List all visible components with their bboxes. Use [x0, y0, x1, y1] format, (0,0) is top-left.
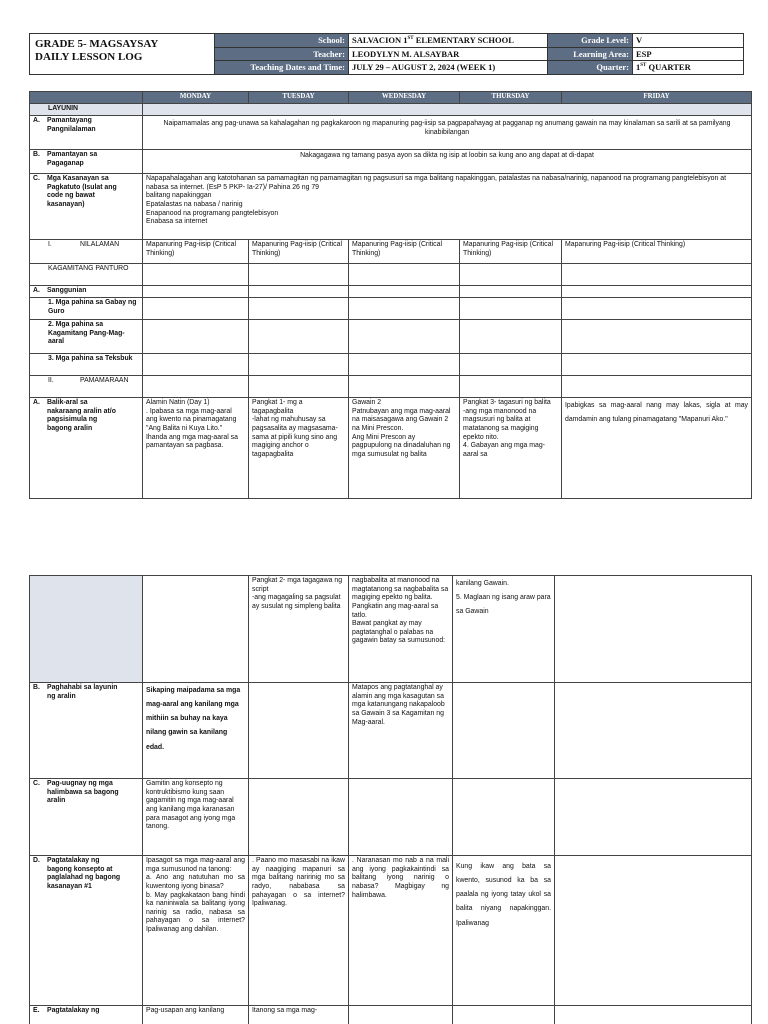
pamantayang-pangnilalaman-text: Naipamamalas ang pag-unawa sa kahalagahan ng pagkakaroon ng mapanuring pag-iisip sa pagpapahayag at pagganap ng anumang gawain na may kinalaman sa sarili at sa pamilyang kinabibilangan [143, 116, 752, 150]
pagtatalakay-1-wed: . Naranasan mo nab a na mali ang iyong pagkakaintindi sa balitang iyong narinig o nabasa? Magbigay ng halimbawa. [349, 856, 453, 1006]
item-letter: II. [48, 377, 54, 384]
item-text: PAMAMARAAN [80, 377, 129, 384]
balik-aral-thu: Pangkat 3- tagasuri ng balita -ang mga manonood na magsusuri ng balita at matatanong sa magiging epekto nito. 4. Gabayan ang mga mag-aaral sa [460, 398, 562, 499]
empty-cell [349, 354, 460, 376]
dates-label: Teaching Dates and Time: [215, 61, 349, 75]
day-header-row [30, 92, 752, 104]
continuation-wed: nagbabalita at manonood na magtatanong sa nagbabalita sa magiging epekto ng balita. Pangkatin ang mag-aaral sa tatlo. Bawat pangkat ay may pagtatanghal o palabas na gagawin batay sa sumusunod: [349, 576, 453, 683]
kasanayan-label [30, 174, 143, 240]
empty-cell [249, 286, 349, 298]
item-letter: C. [33, 175, 40, 182]
pamantayang-pangnilalaman-label [30, 116, 143, 150]
day-thursday: THURSDAY [460, 92, 562, 104]
item-text: Pagtatalakay ng bagong konsepto at paglalahad ng bagong kasanayan #1 [47, 857, 121, 890]
item-text: Paghahabi sa layunin ng aralin [47, 684, 118, 700]
empty-cell [460, 320, 562, 354]
empty-cell [249, 298, 349, 320]
empty-cell [143, 354, 249, 376]
day-friday: FRIDAY [562, 92, 752, 104]
empty-cell [555, 1006, 752, 1024]
empty-cell [562, 354, 752, 376]
layunin-band [143, 104, 752, 116]
school-tail: ELEMENTARY SCHOOL [413, 35, 514, 45]
empty-cell [460, 264, 562, 286]
paghahabi-label [30, 683, 143, 779]
kasanayan-text [143, 174, 752, 240]
paghahabi-mon: Sikaping maipadama sa mga mag-aaral ang kanilang mga mithiin sa buhay na kaya nilang gawin sa kanilang edad. [143, 683, 249, 779]
item-text: Mga Kasanayan sa Pagkatuto (Isulat ang code ng bawat kasanayan) [47, 175, 117, 208]
empty-cell [249, 320, 349, 354]
balik-aral-wed: Gawain 2 Patnubayan ang mga mag-aaral na maisasagawa ang Gawain 2 na Mini Prescon. Ang Mini Prescon ay pagpupulong na dinadaluhan ng mga sumusulat ng balita [349, 398, 460, 499]
empty-cell [562, 286, 752, 298]
item-text: NILALAMAN [80, 241, 120, 248]
pamamaraan-label [30, 376, 143, 398]
empty-cell [143, 286, 249, 298]
nilalaman-thu: Mapanuring Pag-iisip (Critical Thinking) [460, 240, 562, 264]
teksbuk-label: 3. Mga pahina sa Teksbuk [30, 354, 143, 376]
empty-cell [562, 264, 752, 286]
empty-cell [453, 683, 555, 779]
empty-cell [143, 376, 249, 398]
empty-cell [460, 286, 562, 298]
quarter-label: Quarter: [548, 61, 633, 75]
quarter-sup: ST [640, 63, 647, 69]
nilalaman-fri: Mapanuring Pag-iisip (Critical Thinking) [562, 240, 752, 264]
empty-cell [349, 320, 460, 354]
teacher-label: Teacher: [215, 47, 349, 61]
item-letter: A. [33, 287, 40, 294]
continuation-tue: Pangkat 2- mga tagagawa ng script -ang magagaling sa pagsulat ay susulat ng simpleng balita [249, 576, 349, 683]
empty-cell [460, 354, 562, 376]
empty-cell [143, 264, 249, 286]
header-table [29, 33, 744, 75]
day-wednesday: WEDNESDAY [349, 92, 460, 104]
item-letter: D. [33, 857, 40, 864]
page-title [30, 34, 215, 75]
school-value [349, 34, 548, 48]
empty-cell [562, 376, 752, 398]
nilalaman-label [30, 240, 143, 264]
item-letter: E. [33, 1007, 40, 1014]
title-line-2: DAILY LESSON LOG [35, 50, 143, 63]
balik-aral-mon: Alamin Natin (Day 1) . Ipabasa sa mga mag-aaral ang kwento na pinamagatang "Ang Balita ni Kuya Lito." Ihanda ang mga mag-aaral sa pamantayan sa pagbasa. [143, 398, 249, 499]
empty-cell [555, 779, 752, 856]
empty-cell [349, 264, 460, 286]
kasanayan-line: Napapahalagahan ang katotohanan sa pamamagitan ng pamamagitan ng pagsusuri sa mga balitang napakinggan, patalastas na nabasa/narinig, napanood na programang pangtelebisyon at nabasa sa internet. (EsP 5 PKP- Ia-27)/ Pahina 26 ng 79 [146, 175, 727, 191]
quarter-value [633, 61, 744, 75]
pag-uugnay-mon: Gamitin ang konsepto ng kontruktibismo kung saan gagamitin ng mga mag-aaral ang kanilang mga karanasan para masagot ang iyong mga tanong. [143, 779, 249, 856]
nilalaman-wed: Mapanuring Pag-iisip (Critical Thinking) [349, 240, 460, 264]
empty-cell [249, 779, 349, 856]
grade-label: Grade Level: [548, 34, 633, 48]
teacher-value: LEODYLYN M. ALSAYBAR [349, 47, 548, 61]
item-text: Sanggunian [47, 287, 87, 294]
empty-cell [555, 856, 752, 1006]
balik-aral-tue: Pangkat 1- mg a tagapagbalita -lahat ng mahuhusay sa pagsasalita ay magsasama-sama at pipili kung sino ang magiging anchor o tagapagbalita [249, 398, 349, 499]
item-letter: B. [33, 684, 40, 691]
item-text: Pagtatalakay ng [47, 1007, 100, 1014]
dates-value: JULY 29 – AUGUST 2, 2024 (WEEK 1) [349, 61, 548, 75]
pagtatalakay-2-label [30, 1006, 143, 1024]
pag-uugnay-label [30, 779, 143, 856]
paghahabi-wed: Matapos ang pagtatanghal ay alamin ang mga kasagutan sa mga katanungang nakapaloob sa Gawain 3 sa Kagamitan ng Mag-aaral. [349, 683, 453, 779]
balik-aral-label [30, 398, 143, 499]
school-label: School: [215, 34, 349, 48]
item-text: Pamantayang Pangnilalaman [47, 117, 96, 133]
title-line-1: GRADE 5- MAGSAYSAY [35, 38, 159, 50]
empty-cell [453, 1006, 555, 1024]
area-label: Learning Area: [548, 47, 633, 61]
area-value: ESP [633, 47, 744, 61]
empty-cell [143, 320, 249, 354]
empty-cell [143, 298, 249, 320]
kasanayan-line: balitang napakinggan [146, 192, 212, 200]
item-letter: A. [33, 399, 40, 406]
day-monday: MONDAY [143, 92, 249, 104]
empty-cell [349, 286, 460, 298]
continuation-mon [143, 576, 249, 683]
nilalaman-tue: Mapanuring Pag-iisip (Critical Thinking) [249, 240, 349, 264]
quarter-tail: QUARTER [646, 62, 691, 73]
pagtatalakay-1-tue: . Paano mo masasabi na ikaw ay naagiging mapanuri sa mga balitang naririnig mo sa radyo, nababasa sa pahayagan o sa internet? Ipaliwanag. [249, 856, 349, 1006]
kasanayan-line: Epatalastas na nabasa / narinig [146, 200, 243, 208]
school-name: SALVACION 1 [352, 35, 408, 45]
nilalaman-mon: Mapanuring Pag-iisip (Critical Thinking) [143, 240, 249, 264]
empty-cell [349, 779, 453, 856]
pagtatalakay-1-label [30, 856, 143, 1006]
empty-cell [249, 376, 349, 398]
empty-cell [349, 298, 460, 320]
empty-cell [555, 683, 752, 779]
gabay-label: 1. Mga pahina sa Gabay ng Guro [30, 298, 143, 320]
pagtatalakay-1-thu: Kung ikaw ang bata sa kwento, susunod ka ba sa paalala ng iyong tatay ukol sa balita niyang napakinggan. Ipaliwanag [453, 856, 555, 1006]
school-sup: ST [407, 36, 414, 42]
empty-cell [460, 376, 562, 398]
kagamitang-panturo-label: KAGAMITANG PANTURO [30, 264, 143, 286]
empty-cell [453, 779, 555, 856]
corner-cell [30, 92, 143, 104]
empty-cell [349, 376, 460, 398]
item-letter: I. [48, 241, 52, 248]
item-text: Balik-aral sa nakaraang aralin at/o pagsisimula ng bagong aralin [47, 399, 116, 432]
item-letter: C. [33, 780, 40, 787]
empty-cell [562, 320, 752, 354]
empty-cell [249, 354, 349, 376]
item-letter: A. [33, 117, 40, 124]
day-tuesday: TUESDAY [249, 92, 349, 104]
lesson-table-2 [29, 575, 752, 1024]
item-text: Pag-uugnay ng mga halimbawa sa bagong aralin [47, 780, 119, 805]
continuation-thu: kanilang Gawain. 5. Maglaan ng isang araw para sa Gawain [453, 576, 555, 683]
empty-cell [249, 264, 349, 286]
kasanayan-line: Enabasa sa internet [146, 218, 208, 226]
layunin-heading: LAYUNIN [30, 104, 143, 116]
pamantayan-pagaganap-text: Nakagagawa ng tamang pasya ayon sa dikta ng isip at loobin sa kung ano ang dapat at di-dapat [143, 150, 752, 174]
pagtatalakay-2-tue: Itanong sa mga mag- [249, 1006, 349, 1024]
empty-cell [249, 683, 349, 779]
kagamitang-pang-label: 2. Mga pahina sa Kagamitang Pang-Mag-aaral [30, 320, 143, 354]
continuation-label-cell [30, 576, 143, 683]
pamantayan-pagaganap-label [30, 150, 143, 174]
sanggunian-label [30, 286, 143, 298]
lesson-table-1 [29, 91, 752, 499]
grade-value: V [633, 34, 744, 48]
continuation-fri [555, 576, 752, 683]
quarter-num: 1 [636, 62, 641, 73]
kasanayan-line: Enapanood na programang pangtelebisyon [146, 209, 279, 217]
empty-cell [562, 298, 752, 320]
empty-cell [460, 298, 562, 320]
balik-aral-fri: Ipabigkas sa mag-aaral nang may lakas, sigla at may damdamin ang tulang pinamagatang "Mapanuri Ako." [562, 398, 752, 499]
pagtatalakay-1-mon: Ipasagot sa mga mag-aaral ang mga sumusunod na tanong: a. Ano ang natutuhan mo sa kuwentong iyong binasa? b. May pagkakataon bang hindi ka naniniwala sa balitang iyong narinig sa radio, nabasa sa pahayagan o sa internet? Ipaliwanag ang dahilan. [143, 856, 249, 1006]
empty-cell [349, 1006, 453, 1024]
item-text: Pamantayan sa Pagaganap [47, 151, 98, 167]
item-letter: B. [33, 151, 40, 158]
pagtatalakay-2-mon: Pag-usapan ang kanilang [143, 1006, 249, 1024]
